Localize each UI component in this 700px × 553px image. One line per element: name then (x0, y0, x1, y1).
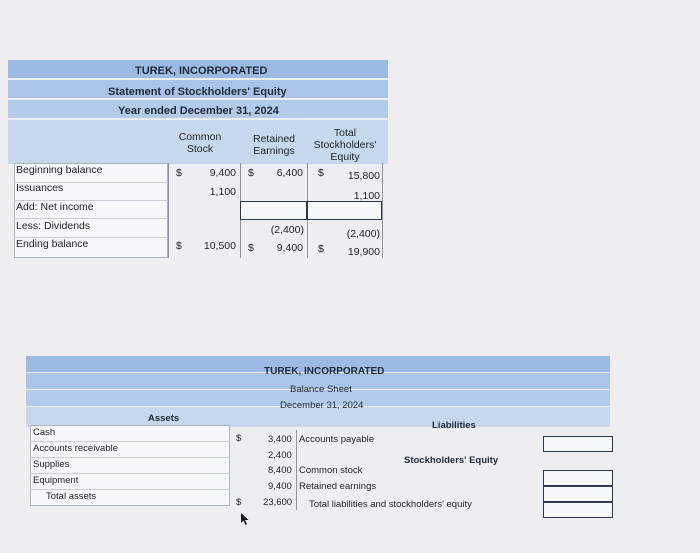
row-beginning-balance-label: Beginning balance (16, 164, 103, 176)
balance-subtitle: Balance Sheet (290, 384, 352, 395)
col-retained-earnings-heading: Retained Earnings (252, 133, 296, 157)
issuances-common-value: 1,100 (209, 186, 236, 198)
ending-retained-value: 9,400 (276, 242, 303, 254)
equity-title: TUREK, INCORPORATED (135, 65, 268, 77)
accounts-payable-label: Accounts payable (299, 434, 374, 445)
accounts-payable-input[interactable] (543, 436, 613, 452)
beginning-common-dollar: $ (176, 167, 182, 179)
dividends-retained-value: (2,400) (270, 224, 304, 236)
asset-equipment-label: Equipment (33, 475, 79, 486)
asset-equipment-value: 9,400 (268, 481, 292, 492)
beginning-retained-value: 6,400 (276, 167, 303, 179)
total-liabilities-equity-label: Total liabilities and stockholders' equity (309, 499, 472, 510)
dividends-total-value: (2,400) (346, 228, 380, 240)
balance-title: TUREK, INCORPORATED (264, 366, 385, 377)
ending-total-value: 19,900 (347, 246, 380, 258)
col-common-stock-heading: Common Stock (178, 131, 222, 155)
total-liabilities-equity-input[interactable] (543, 502, 613, 518)
asset-total-label: Total assets (46, 491, 97, 502)
equity-period: Year ended December 31, 2024 (118, 105, 279, 117)
assets-header: Assets (148, 413, 180, 424)
col-total-equity-heading: Total Stockholders' Equity (313, 127, 377, 163)
ending-retained-dollar: $ (248, 242, 254, 254)
asset-supplies-value: 8,400 (268, 465, 292, 476)
liabilities-header: Liabilities (432, 420, 476, 431)
asset-supplies-label: Supplies (33, 459, 70, 470)
beginning-total-dollar: $ (318, 167, 324, 179)
asset-total-value: 23,600 (263, 497, 293, 508)
net-income-retained-input[interactable] (240, 201, 307, 220)
asset-total-dollar: $ (236, 497, 242, 508)
equity-subtitle: Statement of Stockholders' Equity (108, 86, 287, 98)
beginning-retained-dollar: $ (248, 167, 254, 179)
common-stock-input[interactable] (543, 470, 613, 486)
issuances-total-value: 1,100 (353, 190, 380, 202)
row-dividends-label: Less: Dividends (16, 220, 91, 232)
ending-common-value: 10,500 (203, 240, 236, 252)
mouse-cursor-icon (240, 512, 250, 526)
balance-date: December 31, 2024 (280, 400, 364, 411)
asset-cash-dollar: $ (236, 433, 242, 444)
ending-common-dollar: $ (176, 240, 182, 252)
stockholders-equity-header: Stockholders' Equity (404, 455, 499, 466)
beginning-common-value: 9,400 (209, 167, 236, 179)
asset-accounts-receivable-value: 2,400 (268, 450, 292, 461)
asset-cash-label: Cash (33, 427, 56, 438)
row-ending-balance-label: Ending balance (16, 238, 89, 250)
asset-accounts-receivable-label: Accounts receivable (33, 443, 119, 454)
beginning-total-value: 15,800 (347, 170, 380, 182)
row-issuances-label: Issuances (16, 182, 64, 194)
asset-cash-value: 3,400 (268, 434, 292, 445)
net-income-total-input[interactable] (307, 201, 382, 220)
retained-earnings-input[interactable] (543, 486, 613, 502)
row-net-income-label: Add: Net income (16, 201, 94, 213)
common-stock-label: Common stock (299, 465, 363, 476)
retained-earnings-label: Retained earnings (299, 481, 377, 492)
ending-total-dollar: $ (318, 243, 324, 255)
